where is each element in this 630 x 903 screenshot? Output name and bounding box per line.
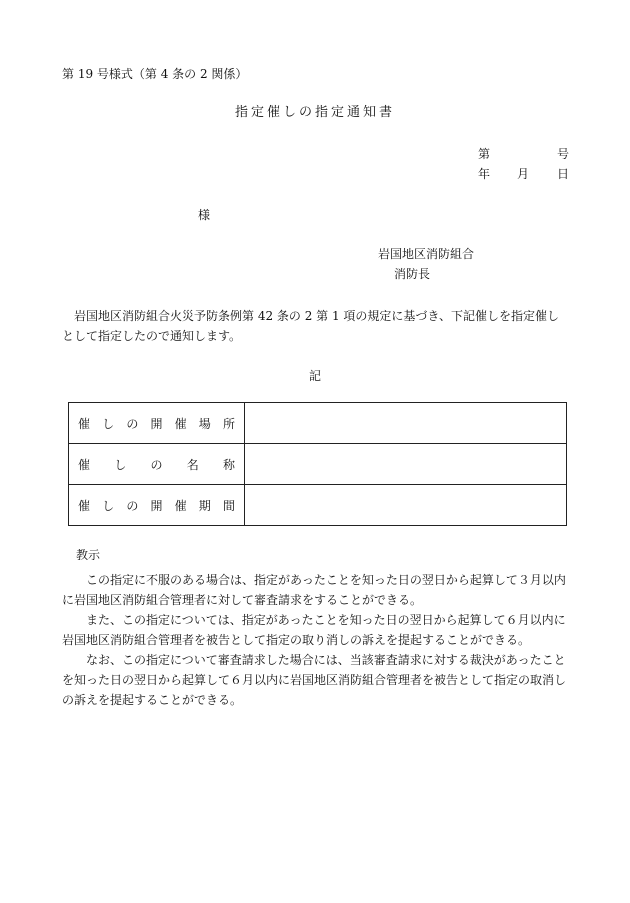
label-char: 場 <box>198 416 211 431</box>
label-char: 称 <box>222 457 235 472</box>
label-char: 催 <box>78 416 91 431</box>
issuer-title: 消防長 <box>394 267 431 281</box>
row-label-venue <box>69 403 245 444</box>
row-label-text <box>78 456 235 473</box>
label-char: 所 <box>222 416 235 431</box>
number-suffix: 号 <box>557 147 570 161</box>
label-char: し <box>114 457 127 472</box>
label-char: し <box>102 498 115 513</box>
day-label: 日 <box>557 167 570 181</box>
row-value-venue <box>245 403 567 444</box>
form-number: 第 19 号様式（第 4 条の 2 関係） <box>62 67 248 81</box>
table-row <box>69 403 567 444</box>
table-row <box>69 485 567 526</box>
table-row <box>69 444 567 485</box>
label-char: 催 <box>174 416 187 431</box>
label-char: し <box>102 416 115 431</box>
row-value-name <box>245 444 567 485</box>
ki-label: 記 <box>308 369 321 383</box>
label-char: 催 <box>174 498 187 513</box>
notice-paragraph: また、この指定については、指定があったことを知った日の翌日から起算して６月以内に岩国地区消防組合管理者を被告として指定の取り消しの訴えを提起することができる。 <box>62 613 566 647</box>
label-char: 間 <box>222 498 235 513</box>
label-char: の <box>126 498 139 513</box>
notice-heading: 教示 <box>76 548 101 562</box>
year-label: 年 <box>478 167 491 181</box>
issuer-organization: 岩国地区消防組合 <box>378 247 475 261</box>
addressee-suffix: 様 <box>198 208 211 222</box>
notice-section <box>62 570 572 710</box>
notice-paragraph: この指定に不服のある場合は、指定があったことを知った日の翌日から起算して３月以内に岩国地区消防組合管理者に対して審査請求をすることができる。 <box>62 573 566 607</box>
label-char: 催 <box>78 498 91 513</box>
document-title: 指定催しの指定通知書 <box>234 105 395 120</box>
row-value-period <box>245 485 567 526</box>
label-char: 期 <box>198 498 211 513</box>
row-label-name <box>69 444 245 485</box>
body-text: 岩国地区消防組合火災予防条例第 42 条の 2 第 1 項の規定に基づき、下記催しを指定催しとして指定したので通知します。 <box>62 309 559 343</box>
month-label: 月 <box>517 167 530 181</box>
label-char: 催 <box>78 457 91 472</box>
label-char: 開 <box>150 416 163 431</box>
number-label: 第 <box>478 147 491 161</box>
label-char: 開 <box>150 498 163 513</box>
label-char: の <box>150 457 163 472</box>
label-char: 名 <box>186 457 199 472</box>
row-label-period <box>69 485 245 526</box>
row-label-text <box>78 415 235 432</box>
detail-table <box>68 402 567 526</box>
notice-paragraph: なお、この指定について審査請求した場合には、当該審査請求に対する裁決があったことを知った日の翌日から起算して６月以内に岩国地区消防組合管理者を被告として指定の取消しの訴えを提起することができる。 <box>62 653 567 707</box>
label-char: の <box>126 416 139 431</box>
row-label-text <box>78 497 235 514</box>
